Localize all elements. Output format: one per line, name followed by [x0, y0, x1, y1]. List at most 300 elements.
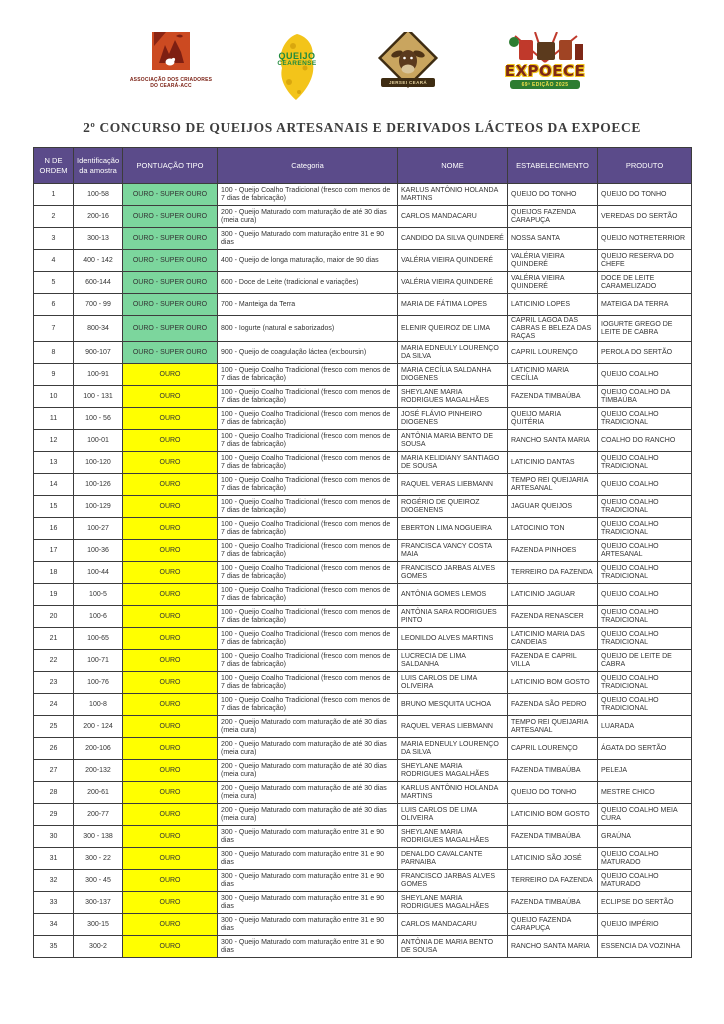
cell-produto: QUEIJO COALHO ARTESANAL	[598, 540, 692, 562]
cell-estabelecimento: LATICINIO DANTAS	[508, 452, 598, 474]
cell-ordem: 1	[34, 184, 74, 206]
cell-pontuacao: OURO - SUPER OURO	[123, 206, 218, 228]
cell-estabelecimento: LATICINIO BOM GOSTO	[508, 804, 598, 826]
cell-ordem: 10	[34, 386, 74, 408]
cell-estabelecimento: LATOCINIO TON	[508, 518, 598, 540]
cell-produto: QUEIJO COALHO	[598, 474, 692, 496]
cell-produto: QUEIJO COALHO TRADICIONAL	[598, 452, 692, 474]
cell-nome: RAQUEL VERAS LIEBMANN	[398, 474, 508, 496]
cell-ordem: 14	[34, 474, 74, 496]
cell-estabelecimento: LATICINIO LOPES	[508, 294, 598, 316]
table-row	[34, 272, 692, 294]
cell-estabelecimento: FAZENDA PINHOES	[508, 540, 598, 562]
table-row	[34, 562, 692, 584]
cell-estabelecimento: QUEIJO MARIA QUITÉRIA	[508, 408, 598, 430]
cell-estabelecimento: JAGUAR QUEIJOS	[508, 496, 598, 518]
cell-estabelecimento: FAZENDA TIMBAÚBA	[508, 826, 598, 848]
cell-estabelecimento: NOSSA SANTA	[508, 228, 598, 250]
cell-categoria: 100 - Queijo Coalho Tradicional (fresco com menos de 7 dias de fabricação)	[218, 650, 398, 672]
cell-estabelecimento: CAPRIL LOURENÇO	[508, 738, 598, 760]
cell-nome: FRANCISCO JARBAS ALVES GOMES	[398, 562, 508, 584]
cell-produto: QUEIJO RESERVA DO CHEFE	[598, 250, 692, 272]
cell-estabelecimento: FAZENDA RENASCER	[508, 606, 598, 628]
table-row	[34, 892, 692, 914]
cell-nome: MARIA DE FÁTIMA LOPES	[398, 294, 508, 316]
table-row	[34, 316, 692, 342]
cell-pontuacao: OURO	[123, 562, 218, 584]
cell-nome: CARLOS MANDACARU	[398, 914, 508, 936]
cell-nome: VALÉRIA VIEIRA QUINDERÉ	[398, 250, 508, 272]
table-row	[34, 870, 692, 892]
cell-id: 100-44	[74, 562, 123, 584]
cell-ordem: 11	[34, 408, 74, 430]
cell-pontuacao: OURO	[123, 540, 218, 562]
cell-nome: LUCRECIA DE LIMA SALDANHA	[398, 650, 508, 672]
table-row	[34, 250, 692, 272]
cell-categoria: 100 - Queijo Coalho Tradicional (fresco com menos de 7 dias de fabricação)	[218, 584, 398, 606]
cell-nome: ANTÔNIA DE MARIA BENTO DE SOUSA	[398, 936, 508, 958]
table-row	[34, 228, 692, 250]
table-row	[34, 364, 692, 386]
cell-id: 300-137	[74, 892, 123, 914]
page-title: 2º CONCURSO DE QUEIJOS ARTESANAIS E DERIVADOS LÁCTEOS DA EXPOECE	[83, 120, 641, 135]
table-header-row	[34, 148, 692, 184]
cow-head-icon	[377, 85, 439, 102]
table-row	[34, 826, 692, 848]
cell-nome: SHEYLANE MARIA RODRIGUES MAGALHÃES	[398, 892, 508, 914]
cell-pontuacao: OURO	[123, 650, 218, 672]
jersei-ceara-logo	[377, 32, 439, 98]
queijo-cearense-wordmark: QUEIJO CEARENSE	[277, 51, 317, 68]
column-header-pontuacao: PONTUAÇÃO TIPO	[123, 148, 218, 184]
logo-strip	[0, 0, 724, 104]
table-row	[34, 474, 692, 496]
cell-ordem: 30	[34, 826, 74, 848]
cell-produto: QUEIJO COALHO	[598, 364, 692, 386]
cell-estabelecimento: FAZENDA TIMBAÚBA	[508, 892, 598, 914]
cell-produto: QUEIJO COALHO DA TIMBAÚBA	[598, 386, 692, 408]
cell-ordem: 7	[34, 316, 74, 342]
table-row	[34, 914, 692, 936]
cell-id: 700 - 99	[74, 294, 123, 316]
cell-pontuacao: OURO	[123, 496, 218, 518]
cell-pontuacao: OURO - SUPER OURO	[123, 294, 218, 316]
cell-ordem: 3	[34, 228, 74, 250]
table-row	[34, 342, 692, 364]
cell-nome: ELENIR QUEIROZ DE LIMA	[398, 316, 508, 342]
cell-produto: GRAÚNA	[598, 826, 692, 848]
cell-pontuacao: OURO	[123, 518, 218, 540]
cell-categoria: 900 - Queijo de coagulação láctea (ex:boursin)	[218, 342, 398, 364]
cell-ordem: 29	[34, 804, 74, 826]
cell-id: 600-144	[74, 272, 123, 294]
cell-nome: JOSÉ FLÁVIO PINHEIRO DIOGENES	[398, 408, 508, 430]
table-row	[34, 936, 692, 958]
cell-id: 200-106	[74, 738, 123, 760]
cell-categoria: 100 - Queijo Coalho Tradicional (fresco com menos de 7 dias de fabricação)	[218, 672, 398, 694]
cell-pontuacao: OURO	[123, 892, 218, 914]
cell-id: 100-129	[74, 496, 123, 518]
cell-ordem: 21	[34, 628, 74, 650]
cell-estabelecimento: VALÉRIA VIEIRA QUINDERÉ	[508, 250, 598, 272]
table-row	[34, 408, 692, 430]
cell-produto: QUEIJO DO TONHO	[598, 184, 692, 206]
cell-nome: LUIS CARLOS DE LIMA OLIVEIRA	[398, 804, 508, 826]
cell-categoria: 100 - Queijo Coalho Tradicional (fresco com menos de 7 dias de fabricação)	[218, 452, 398, 474]
cell-estabelecimento: FAZENDA TIMBAÚBA	[508, 760, 598, 782]
cell-pontuacao: OURO	[123, 848, 218, 870]
cell-id: 100-27	[74, 518, 123, 540]
table-row	[34, 386, 692, 408]
column-header-nome: NOME	[398, 148, 508, 184]
cell-id: 100-6	[74, 606, 123, 628]
cell-nome: MARIA EDNEULY LOURENÇO DA SILVA	[398, 342, 508, 364]
cell-ordem: 20	[34, 606, 74, 628]
cell-pontuacao: OURO	[123, 474, 218, 496]
cell-id: 200-61	[74, 782, 123, 804]
cell-nome: KARLUS ANTÔNIO HOLANDA MARTINS	[398, 184, 508, 206]
cell-ordem: 17	[34, 540, 74, 562]
cell-nome: MARIA CECÍLIA SALDANHA DIOGENES	[398, 364, 508, 386]
cell-id: 200 - 124	[74, 716, 123, 738]
cell-categoria: 600 - Doce de Leite (tradicional e variações)	[218, 272, 398, 294]
cell-categoria: 300 - Queijo Maturado com maturação entre 31 e 90 dias	[218, 914, 398, 936]
cell-ordem: 31	[34, 848, 74, 870]
cell-estabelecimento: TERREIRO DA FAZENDA	[508, 870, 598, 892]
cell-produto: ESSENCIA DA VOZINHA	[598, 936, 692, 958]
cell-categoria: 700 - Manteiga da Terra	[218, 294, 398, 316]
cell-ordem: 16	[34, 518, 74, 540]
cell-produto: QUEIJO IMPÉRIO	[598, 914, 692, 936]
cell-id: 900-107	[74, 342, 123, 364]
cell-estabelecimento: LATICINIO JAGUAR	[508, 584, 598, 606]
cell-categoria: 200 - Queijo Maturado com maturação de até 30 dias (meia cura)	[218, 716, 398, 738]
cell-ordem: 12	[34, 430, 74, 452]
cell-pontuacao: OURO	[123, 914, 218, 936]
cell-estabelecimento: LATICINIO BOM GOSTO	[508, 672, 598, 694]
cell-estabelecimento: QUEIJO DO TONHO	[508, 782, 598, 804]
cell-categoria: 400 - Queijo de longa maturação, maior de 90 dias	[218, 250, 398, 272]
cell-categoria: 100 - Queijo Coalho Tradicional (fresco com menos de 7 dias de fabricação)	[218, 430, 398, 452]
cell-categoria: 100 - Queijo Coalho Tradicional (fresco com menos de 7 dias de fabricação)	[218, 628, 398, 650]
cell-categoria: 100 - Queijo Coalho Tradicional (fresco com menos de 7 dias de fabricação)	[218, 496, 398, 518]
column-header-categoria: Categoria	[218, 148, 398, 184]
column-header-estabelecimento: ESTABELECIMENTO	[508, 148, 598, 184]
cell-pontuacao: OURO	[123, 430, 218, 452]
cell-pontuacao: OURO - SUPER OURO	[123, 184, 218, 206]
cell-estabelecimento: CAPRIL LOURENÇO	[508, 342, 598, 364]
cell-ordem: 4	[34, 250, 74, 272]
cell-ordem: 25	[34, 716, 74, 738]
cell-produto: QUEIJO DE LEITE DE CABRA	[598, 650, 692, 672]
table-row	[34, 518, 692, 540]
cell-categoria: 100 - Queijo Coalho Tradicional (fresco com menos de 7 dias de fabricação)	[218, 694, 398, 716]
cell-nome: SHEYLANE MARIA RODRIGUES MAGALHÃES	[398, 760, 508, 782]
cell-produto: QUEIJO NOTRETERRIOR	[598, 228, 692, 250]
table-row	[34, 672, 692, 694]
cell-nome: ANTÔNIA SARA RODRIGUES PINTO	[398, 606, 508, 628]
cell-categoria: 300 - Queijo Maturado com maturação entre 31 e 90 dias	[218, 228, 398, 250]
ceara-map-cheese-icon	[269, 91, 325, 108]
cell-produto: VEREDAS DO SERTÃO	[598, 206, 692, 228]
table-row	[34, 848, 692, 870]
cell-categoria: 200 - Queijo Maturado com maturação de até 30 dias (meia cura)	[218, 804, 398, 826]
cell-id: 100 - 131	[74, 386, 123, 408]
cell-id: 100-8	[74, 694, 123, 716]
cell-nome: EBERTON LIMA NOGUEIRA	[398, 518, 508, 540]
table-body	[34, 184, 692, 958]
table-row	[34, 694, 692, 716]
cell-estabelecimento: QUEIJO DO TONHO	[508, 184, 598, 206]
cell-produto: DOCE DE LEITE CARAMELIZADO	[598, 272, 692, 294]
cell-estabelecimento: FAZENDA E CAPRIL VILLA	[508, 650, 598, 672]
cell-nome: MARIA KELIDIANY SANTIAGO DE SOUSA	[398, 452, 508, 474]
cell-pontuacao: OURO	[123, 452, 218, 474]
cell-produto: QUEIJO COALHO TRADICIONAL	[598, 518, 692, 540]
cell-categoria: 300 - Queijo Maturado com maturação entre 31 e 90 dias	[218, 936, 398, 958]
cell-ordem: 5	[34, 272, 74, 294]
cell-produto: QUEIJO COALHO TRADICIONAL	[598, 496, 692, 518]
cell-pontuacao: OURO	[123, 386, 218, 408]
cell-id: 300 - 22	[74, 848, 123, 870]
cell-pontuacao: OURO	[123, 782, 218, 804]
cell-id: 100-5	[74, 584, 123, 606]
cell-categoria: 200 - Queijo Maturado com maturação de até 30 dias (meia cura)	[218, 760, 398, 782]
cell-nome: FRANCISCA VANCY COSTA MAIA	[398, 540, 508, 562]
cell-pontuacao: OURO	[123, 628, 218, 650]
cell-ordem: 27	[34, 760, 74, 782]
cell-estabelecimento: LATICINIO MARIA CECÍLIA	[508, 364, 598, 386]
cell-ordem: 24	[34, 694, 74, 716]
cell-ordem: 26	[34, 738, 74, 760]
table-header	[34, 148, 692, 184]
cell-ordem: 33	[34, 892, 74, 914]
cell-categoria: 300 - Queijo Maturado com maturação entre 31 e 90 dias	[218, 892, 398, 914]
cell-pontuacao: OURO	[123, 870, 218, 892]
cell-categoria: 200 - Queijo Maturado com maturação de até 30 dias (meia cura)	[218, 206, 398, 228]
cell-nome: ANTÔNIA GOMES LEMOS	[398, 584, 508, 606]
table-row	[34, 452, 692, 474]
cell-produto: QUEIJO COALHO TRADICIONAL	[598, 562, 692, 584]
cell-nome: LEONILDO ALVES MARTINS	[398, 628, 508, 650]
cell-nome: SHEYLANE MARIA RODRIGUES MAGALHÃES	[398, 386, 508, 408]
cell-id: 200-77	[74, 804, 123, 826]
cell-nome: DENALDO CAVALCANTE PARNAIBA	[398, 848, 508, 870]
cell-ordem: 28	[34, 782, 74, 804]
cell-produto: QUEIJO COALHO TRADICIONAL	[598, 694, 692, 716]
cell-pontuacao: OURO - SUPER OURO	[123, 342, 218, 364]
cell-id: 300 - 138	[74, 826, 123, 848]
cell-ordem: 32	[34, 870, 74, 892]
cell-produto: QUEIJO COALHO MATURADO	[598, 848, 692, 870]
column-header-ordem: N DE ORDEM	[34, 148, 74, 184]
table-row	[34, 804, 692, 826]
cell-ordem: 18	[34, 562, 74, 584]
cell-id: 100-126	[74, 474, 123, 496]
cell-produto: QUEIJO COALHO MEIA CURA	[598, 804, 692, 826]
cell-categoria: 100 - Queijo Coalho Tradicional (fresco com menos de 7 dias de fabricação)	[218, 518, 398, 540]
table-row	[34, 716, 692, 738]
cell-id: 100 - 56	[74, 408, 123, 430]
cell-produto: COALHO DO RANCHO	[598, 430, 692, 452]
cell-pontuacao: OURO	[123, 584, 218, 606]
cell-id: 100-120	[74, 452, 123, 474]
cell-ordem: 2	[34, 206, 74, 228]
cell-produto: PEROLA DO SERTÃO	[598, 342, 692, 364]
cell-categoria: 100 - Queijo Coalho Tradicional (fresco com menos de 7 dias de fabricação)	[218, 184, 398, 206]
cell-categoria: 200 - Queijo Maturado com maturação de até 30 dias (meia cura)	[218, 738, 398, 760]
cell-categoria: 300 - Queijo Maturado com maturação entre 31 e 90 dias	[218, 826, 398, 848]
table-row	[34, 738, 692, 760]
cell-produto: QUEIJO COALHO TRADICIONAL	[598, 672, 692, 694]
table-row	[34, 184, 692, 206]
table-row	[34, 584, 692, 606]
cell-id: 100-91	[74, 364, 123, 386]
cell-pontuacao: OURO	[123, 408, 218, 430]
cell-ordem: 9	[34, 364, 74, 386]
cell-estabelecimento: LATICINIO SÃO JOSÉ	[508, 848, 598, 870]
expoece-edition-ribbon: 69ª EDIÇÃO 2025	[510, 80, 580, 89]
cell-nome: BRUNO MESQUITA UCHOA	[398, 694, 508, 716]
cell-id: 100-58	[74, 184, 123, 206]
jersei-ceara-banner: JERSEI CEARÁ	[381, 78, 435, 87]
cell-nome: KARLUS ANTÔNIO HOLANDA MARTINS	[398, 782, 508, 804]
table-row	[34, 606, 692, 628]
cell-id: 300-13	[74, 228, 123, 250]
cell-nome: FRANCISCO JARBAS ALVES GOMES	[398, 870, 508, 892]
cell-categoria: 800 - Iogurte (natural e saborizados)	[218, 316, 398, 342]
cell-produto: QUEIJO COALHO TRADICIONAL	[598, 606, 692, 628]
cell-pontuacao: OURO	[123, 364, 218, 386]
acc-logo-caption: ASSOCIAÇÃO DOS CRIADORES DO CEARÁ-ACC	[129, 77, 213, 90]
cell-categoria: 100 - Queijo Coalho Tradicional (fresco com menos de 7 dias de fabricação)	[218, 474, 398, 496]
table-row	[34, 782, 692, 804]
cell-produto: QUEIJO COALHO TRADICIONAL	[598, 408, 692, 430]
cell-nome: SHEYLANE MARIA RODRIGUES MAGALHÃES	[398, 826, 508, 848]
cell-estabelecimento: QUEIJOS FAZENDA CARAPUÇA	[508, 206, 598, 228]
cell-ordem: 34	[34, 914, 74, 936]
cell-ordem: 23	[34, 672, 74, 694]
cell-pontuacao: OURO	[123, 606, 218, 628]
cell-id: 100-01	[74, 430, 123, 452]
cell-produto: QUEIJO COALHO	[598, 584, 692, 606]
cell-ordem: 6	[34, 294, 74, 316]
table-row	[34, 650, 692, 672]
expoece-logo	[491, 32, 599, 98]
cell-estabelecimento: TERREIRO DA FAZENDA	[508, 562, 598, 584]
cell-pontuacao: OURO	[123, 738, 218, 760]
cell-pontuacao: OURO - SUPER OURO	[123, 250, 218, 272]
cell-nome: LUIS CARLOS DE LIMA OLIVEIRA	[398, 672, 508, 694]
cell-estabelecimento: CAPRIL LAGOA DAS CABRAS E BELEZA DAS RAÇAS	[508, 316, 598, 342]
cell-ordem: 22	[34, 650, 74, 672]
cell-pontuacao: OURO	[123, 716, 218, 738]
cell-categoria: 100 - Queijo Coalho Tradicional (fresco com menos de 7 dias de fabricação)	[218, 540, 398, 562]
cell-nome: ROGÉRIO DE QUEIROZ DIOGENENS	[398, 496, 508, 518]
cell-ordem: 15	[34, 496, 74, 518]
cell-pontuacao: OURO	[123, 826, 218, 848]
cell-id: 100-76	[74, 672, 123, 694]
cell-produto: QUEIJO COALHO MATURADO	[598, 870, 692, 892]
cell-estabelecimento: VALÉRIA VIEIRA QUINDERÉ	[508, 272, 598, 294]
cell-produto: QUEIJO COALHO TRADICIONAL	[598, 628, 692, 650]
table-row	[34, 496, 692, 518]
cell-produto: ÁGATA DO SERTÃO	[598, 738, 692, 760]
cell-estabelecimento: LATICINIO MARIA DAS CANDEIAS	[508, 628, 598, 650]
cell-estabelecimento: RANCHO SANTA MARIA	[508, 936, 598, 958]
cell-id: 300 - 45	[74, 870, 123, 892]
cell-estabelecimento: TEMPO REI QUEIJARIA ARTESANAL	[508, 474, 598, 496]
cell-id: 300-15	[74, 914, 123, 936]
cell-pontuacao: OURO	[123, 804, 218, 826]
cell-nome: CARLOS MANDACARU	[398, 206, 508, 228]
table-row	[34, 628, 692, 650]
cell-estabelecimento: FAZENDA TIMBAÚBA	[508, 386, 598, 408]
cell-id: 100-71	[74, 650, 123, 672]
cell-ordem: 8	[34, 342, 74, 364]
cell-estabelecimento: RANCHO SANTA MARIA	[508, 430, 598, 452]
cell-nome: CANDIDO DA SILVA QUINDERÉ	[398, 228, 508, 250]
cell-pontuacao: OURO - SUPER OURO	[123, 316, 218, 342]
cell-categoria: 100 - Queijo Coalho Tradicional (fresco com menos de 7 dias de fabricação)	[218, 562, 398, 584]
cell-ordem: 19	[34, 584, 74, 606]
column-header-identificacao: Identificação da amostra	[74, 148, 123, 184]
cell-id: 100-65	[74, 628, 123, 650]
cell-categoria: 100 - Queijo Coalho Tradicional (fresco com menos de 7 dias de fabricação)	[218, 386, 398, 408]
cell-pontuacao: OURO	[123, 694, 218, 716]
table-row	[34, 760, 692, 782]
cell-estabelecimento: QUEIJO FAZENDA CARAPUÇA	[508, 914, 598, 936]
cell-categoria: 300 - Queijo Maturado com maturação entre 31 e 90 dias	[218, 870, 398, 892]
cell-categoria: 300 - Queijo Maturado com maturação entre 31 e 90 dias	[218, 848, 398, 870]
cell-categoria: 100 - Queijo Coalho Tradicional (fresco com menos de 7 dias de fabricação)	[218, 408, 398, 430]
cell-pontuacao: OURO - SUPER OURO	[123, 272, 218, 294]
results-table	[33, 147, 692, 958]
acc-logo	[125, 32, 217, 90]
queijo-cearense-logo	[269, 32, 325, 104]
cell-estabelecimento: TEMPO REI QUEIJARIA ARTESANAL	[508, 716, 598, 738]
table-row	[34, 294, 692, 316]
cell-categoria: 100 - Queijo Coalho Tradicional (fresco com menos de 7 dias de fabricação)	[218, 606, 398, 628]
cell-id: 200-132	[74, 760, 123, 782]
table-row	[34, 430, 692, 452]
cell-pontuacao: OURO	[123, 760, 218, 782]
cell-nome: RAQUEL VERAS LIEBMANN	[398, 716, 508, 738]
cell-categoria: 200 - Queijo Maturado com maturação de até 30 dias (meia cura)	[218, 782, 398, 804]
cell-id: 100-36	[74, 540, 123, 562]
cell-ordem: 13	[34, 452, 74, 474]
cell-produto: MATEIGA DA TERRA	[598, 294, 692, 316]
cell-produto: IOGURTE GREGO DE LEITE DE CABRA	[598, 316, 692, 342]
table-row	[34, 540, 692, 562]
cell-produto: LUARADA	[598, 716, 692, 738]
cell-nome: MARIA EDNEULY LOURENÇO DA SILVA	[398, 738, 508, 760]
column-header-produto: PRODUTO	[598, 148, 692, 184]
cell-nome: VALÉRIA VIEIRA QUINDERÉ	[398, 272, 508, 294]
cell-pontuacao: OURO	[123, 936, 218, 958]
cell-id: 800-34	[74, 316, 123, 342]
cell-produto: ECLIPSE DO SERTÃO	[598, 892, 692, 914]
cell-id: 300-2	[74, 936, 123, 958]
acc-goat-icon	[152, 32, 190, 75]
cell-estabelecimento: FAZENDA SÃO PEDRO	[508, 694, 598, 716]
cell-pontuacao: OURO	[123, 672, 218, 694]
cell-pontuacao: OURO - SUPER OURO	[123, 228, 218, 250]
cell-id: 400 - 142	[74, 250, 123, 272]
cell-produto: MESTRE CHICO	[598, 782, 692, 804]
cell-categoria: 100 - Queijo Coalho Tradicional (fresco com menos de 7 dias de fabricação)	[218, 364, 398, 386]
expoece-wordmark: EXPOECE	[504, 62, 586, 80]
